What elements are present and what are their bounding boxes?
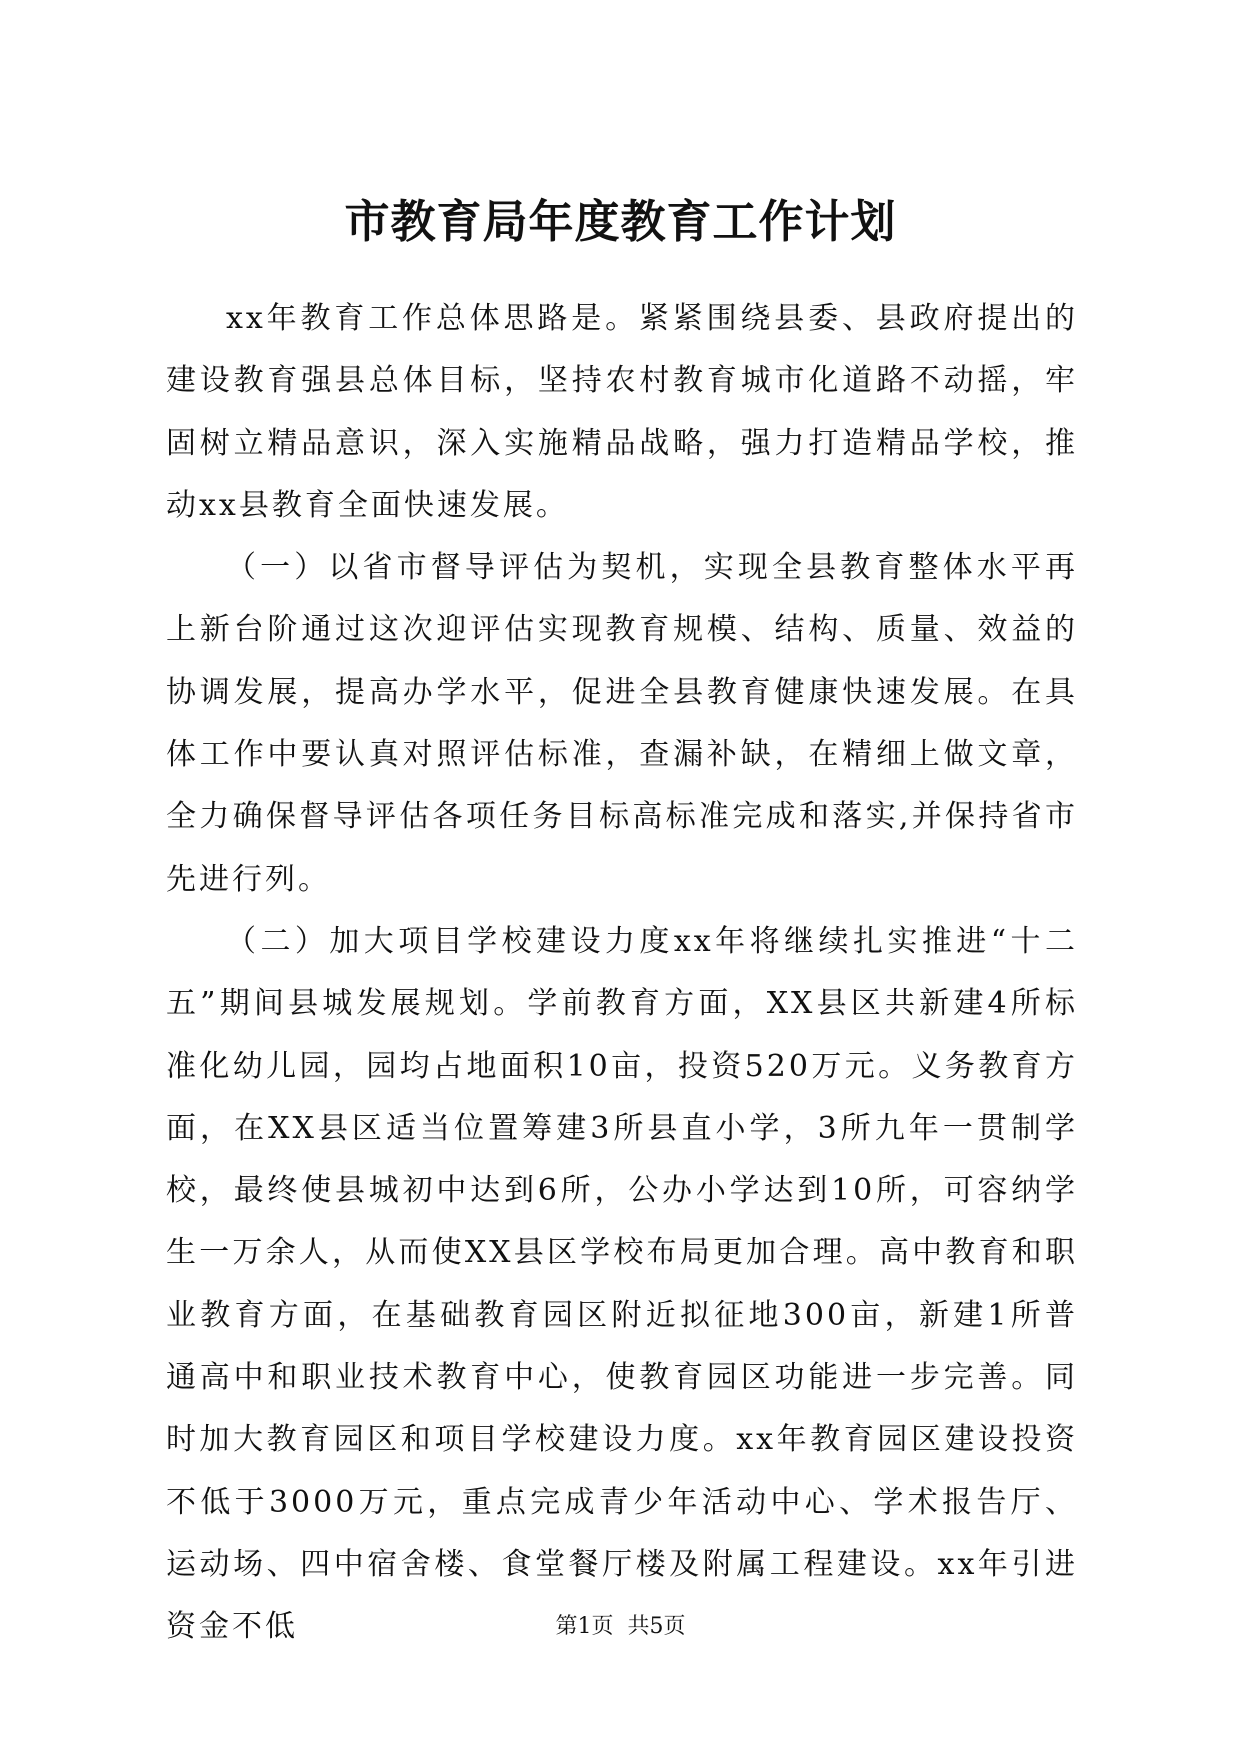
paragraph-section-1: （一）以省市督导评估为契机，实现全县教育整体水平再上新台阶通过这次迎评估实现教育规模、结构、质量、效益的协调发展，提高办学水平，促进全县教育健康快速发展。在具体工作中要认真对照评估标准，查漏补缺，在精细上做文章，全力确保督导评估各项任务目标高标准完成和落实,并保持省市先进行列。 bbox=[166, 550, 1078, 897]
paragraph-section-2: （二）加大项目学校建设力度xx年将继续扎实推进“十二五”期间县城发展规划。学前教育方面，XX县区共新建4所标准化幼儿园，园均占地面积10亩，投资520万元。义务教育方面，在XX县区适当位置筹建3所县直小学，3所九年一贯制学校，最终使县城初中达到6所，公办小学达到10所，可容纳学生一万余人，从而使XX县区学校布局更加合理。高中教育和职业教育方面，在基础教育园区附近拟征地300亩，新建1所普通高中和职业技术教育中心，使教育园区功能进一步完善。同时加大教育园区和项目学校建设力度。xx年教育园区建设投资不低于3000万元，重点完成青少年活动中心、学术报告厅、运动场、四中宿舍楼、食堂餐厅楼及附属工程建设。xx年引进资金不低 bbox=[166, 923, 1078, 1645]
page-footer bbox=[0, 1612, 1241, 1642]
paragraph-overview: xx年教育工作总体思路是。紧紧围绕县委、县政府提出的建设教育强县总体目标，坚持农村教育城市化道路不动摇，牢固树立精品意识，深入实施精品战略，强力打造精品学校，推动xx县教育全面快速发展。 bbox=[166, 301, 1078, 523]
document-title: 市教育局年度教育工作计划 bbox=[344, 195, 897, 248]
page-number: 第1页 bbox=[555, 1614, 614, 1639]
page-total: 共5页 bbox=[627, 1614, 686, 1639]
document-body bbox=[166, 288, 1078, 1659]
